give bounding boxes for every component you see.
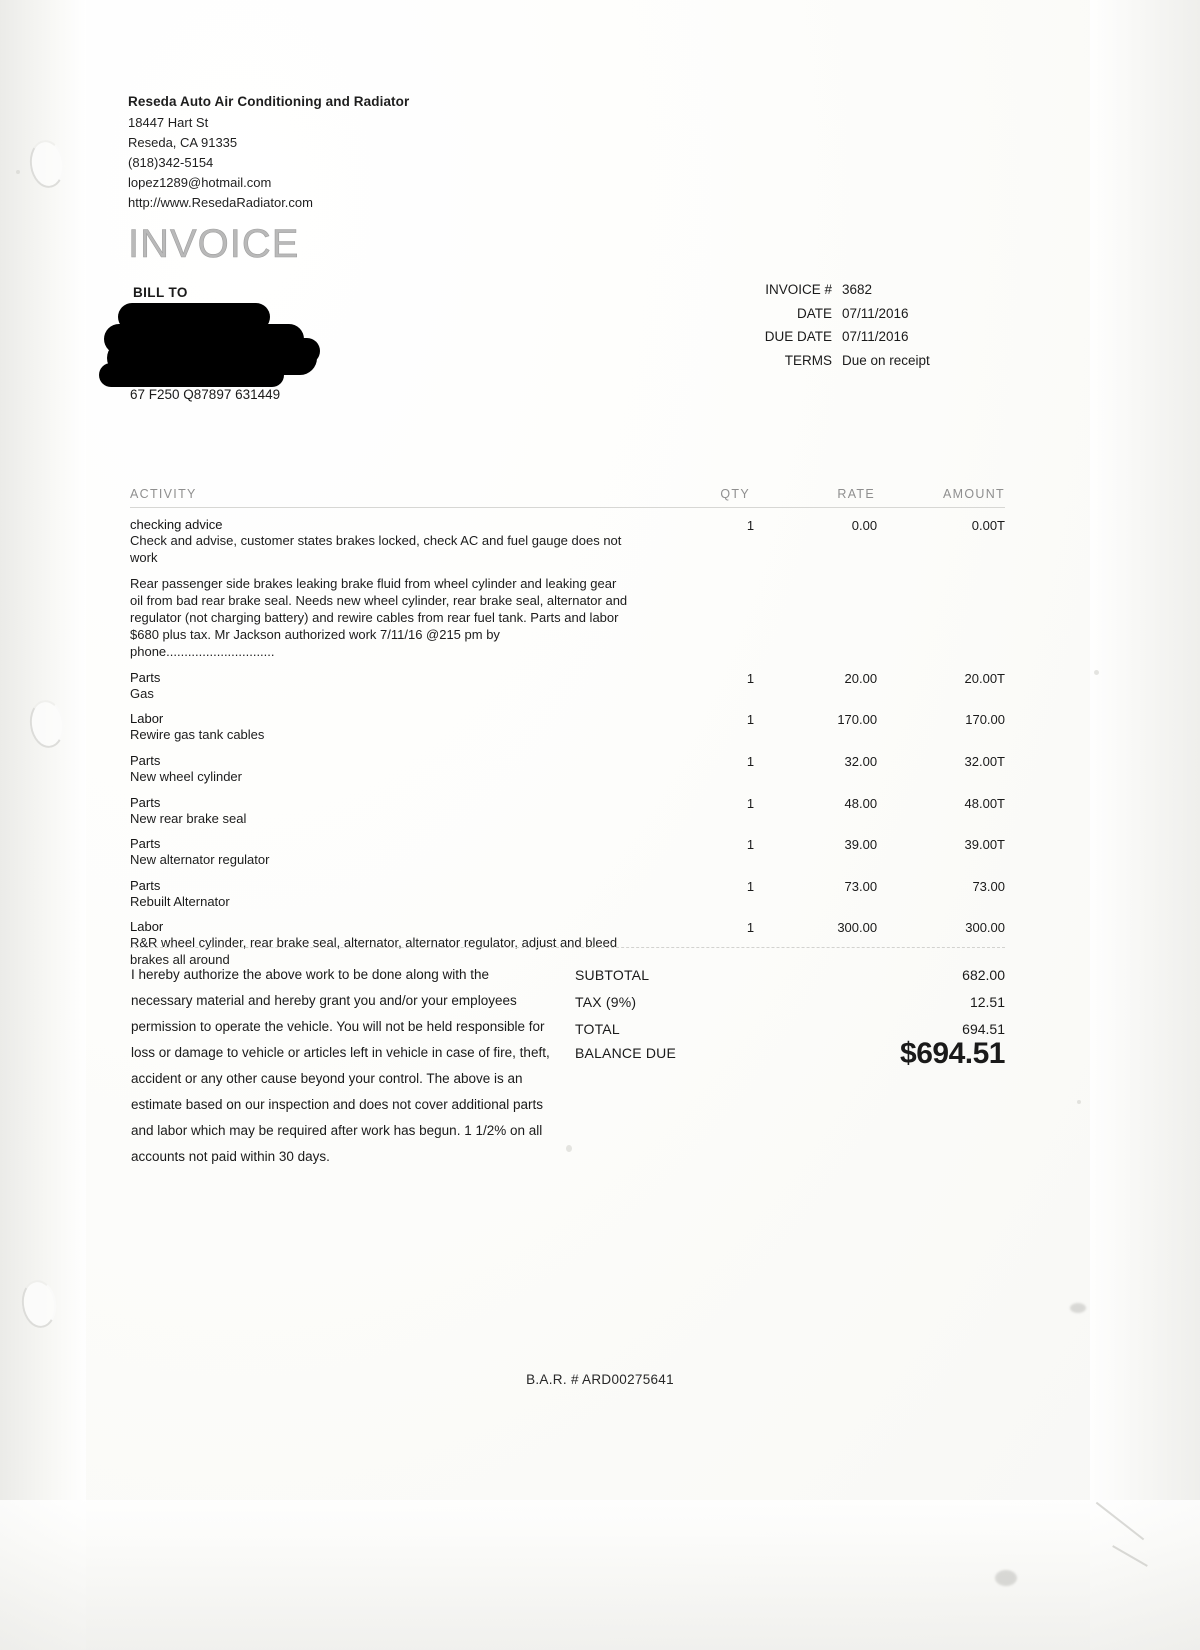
line-item-qty: 1 [746,518,755,533]
line-item-qty: 1 [746,837,755,853]
line-item-title: Parts [130,794,161,810]
line-item-qty: 1 [746,753,755,769]
tax-row [575,989,1005,1016]
line-item-amount: 32.00T [964,753,1005,769]
line-items-table [130,487,1005,969]
line-item-amount: 300.00 [965,920,1005,936]
line-item-description: Rewire gas tank cables [130,727,265,743]
line-item-amount: 48.00T [964,795,1005,811]
line-item-title: Labor [130,919,164,935]
line-item-amount [877,575,1005,576]
total-value: 694.51 [962,1021,1005,1038]
company-address-line-1: 18447 Hart St [128,114,209,130]
line-item-description: Check and advise, customer states brakes locked, check AC and fuel gauge does not work [130,533,622,565]
company-website: http://www.ResedaRadiator.com [128,195,313,211]
company-info-block [128,92,409,214]
line-item-rate: 73.00 [844,878,878,894]
company-email: lopez1289@hotmail.com [128,175,272,191]
meta-row-due-date [700,325,1020,349]
meta-label-invoice-number: INVOICE # [765,282,832,297]
column-header-activity: ACTIVITY [130,487,197,501]
table-row [130,661,1005,703]
tax-label: TAX (9%) [575,994,637,1011]
line-item-title: Parts [130,877,161,893]
table-row [130,508,1005,566]
document-title: INVOICE [128,222,300,266]
table-row [130,827,1005,869]
table-row [130,786,1005,828]
column-header-qty: QTY [720,487,750,501]
balance-due-row [575,1037,1005,1079]
bar-license-number: B.A.R. # ARD00275641 [526,1372,674,1387]
line-item-description: Rebuilt Alternator [130,893,230,909]
meta-value-date: 07/11/2016 [842,305,909,321]
company-name: Reseda Auto Air Conditioning and Radiator [128,94,410,109]
company-phone: (818)342-5154 [128,155,214,171]
invoice-meta-block [700,278,1020,373]
line-item-qty: 1 [746,795,755,811]
meta-value-due-date: 07/11/2016 [842,329,909,345]
section-divider [130,947,1005,948]
line-item-title: Parts [130,669,161,685]
table-row [130,910,1005,968]
redaction-block [240,338,320,364]
meta-label-terms: TERMS [784,352,832,368]
table-header-row [130,487,1005,508]
line-item-rate: 48.00 [844,795,878,811]
line-item-rate: 32.00 [844,753,878,769]
line-item-title: Parts [130,836,161,852]
line-item-qty: 1 [746,670,755,686]
table-row [130,744,1005,786]
line-item-amount: 170.00 [965,712,1005,728]
totals-block [575,962,1005,1079]
column-header-amount: AMOUNT [943,487,1005,501]
table-row [130,869,1005,911]
line-item-rate [754,575,877,576]
total-label: TOTAL [575,1021,620,1038]
company-address-line-2: Reseda, CA 91335 [128,135,238,151]
bill-to-label: BILL TO [133,285,188,300]
subtotal-row [575,962,1005,989]
line-item-description: Gas [130,685,154,701]
line-item-amount: 0.00T [971,518,1005,533]
line-item-amount: 20.00T [964,670,1005,686]
line-item-description: Rear passenger side brakes leaking brake fluid from wheel cylinder and leaking gear oil from bad rear brake seal. Needs new wheel cylinder, rear brake seal, alternator and regulator (not charging battery) and rewire cables from rear fuel tank. Parts and labor $680 plus tax. Mr Jackson authorized work 7/11/16 @215 pm by phone.............................. [130,576,628,659]
redaction-block [99,363,284,387]
subtotal-label: SUBTOTAL [575,967,650,983]
line-item-amount: 73.00 [972,878,1005,894]
balance-due-value: $694.51 [900,1037,1005,1071]
meta-label-date: DATE [796,305,832,321]
line-item-description: New alternator regulator [130,852,270,868]
line-item-qty: 1 [746,878,755,894]
balance-due-label: BALANCE DUE [575,1045,677,1062]
table-row [130,702,1005,744]
meta-value-invoice-number: 3682 [842,282,873,297]
meta-row-date [700,302,1020,326]
meta-row-terms [700,349,1020,373]
table-row [130,566,1005,660]
line-item-qty: 1 [746,920,755,936]
line-item-amount: 39.00T [964,837,1005,853]
line-item-description: New wheel cylinder [130,768,242,784]
line-item-rate: 170.00 [837,712,878,728]
line-item-rate: 20.00 [844,670,878,686]
line-item-rate: 0.00 [851,518,878,533]
vehicle-identifier: 67 F250 Q87897 631449 [130,387,281,402]
line-item-rate: 300.00 [837,920,878,936]
line-item-title: Labor [130,711,164,727]
line-item-rate: 39.00 [844,837,878,853]
meta-value-terms: Due on receipt [842,352,930,368]
authorization-terms-text: I hereby authorize the above work to be done along with the necessary material and hereby grant you and/or your employees permission to operate the vehicle. You will not be held responsible for loss or damage to vehicle or articles left in vehicle in case of fire, theft, accident or any other cause beyond your control. The above is an estimate based on our inspection and does not cover additional parts and labor which may be required after work has begun. 1 1/2% on all accounts not paid within 30 days. [131,967,550,1165]
line-item-description: New rear brake seal [130,810,247,826]
line-item-title: Parts [130,752,161,768]
tax-value: 12.51 [969,994,1005,1011]
line-item-description: R&R wheel cylinder, rear brake seal, alternator, alternator regulator, adjust and bleed brakes all around [130,935,618,968]
line-item-qty [646,575,754,576]
line-item-title: checking advice [130,517,223,532]
meta-label-due-date: DUE DATE [764,329,832,345]
column-header-rate: RATE [837,487,875,501]
meta-row-invoice-number [700,278,1020,302]
subtotal-value: 682.00 [962,967,1005,983]
line-item-qty: 1 [746,712,755,728]
